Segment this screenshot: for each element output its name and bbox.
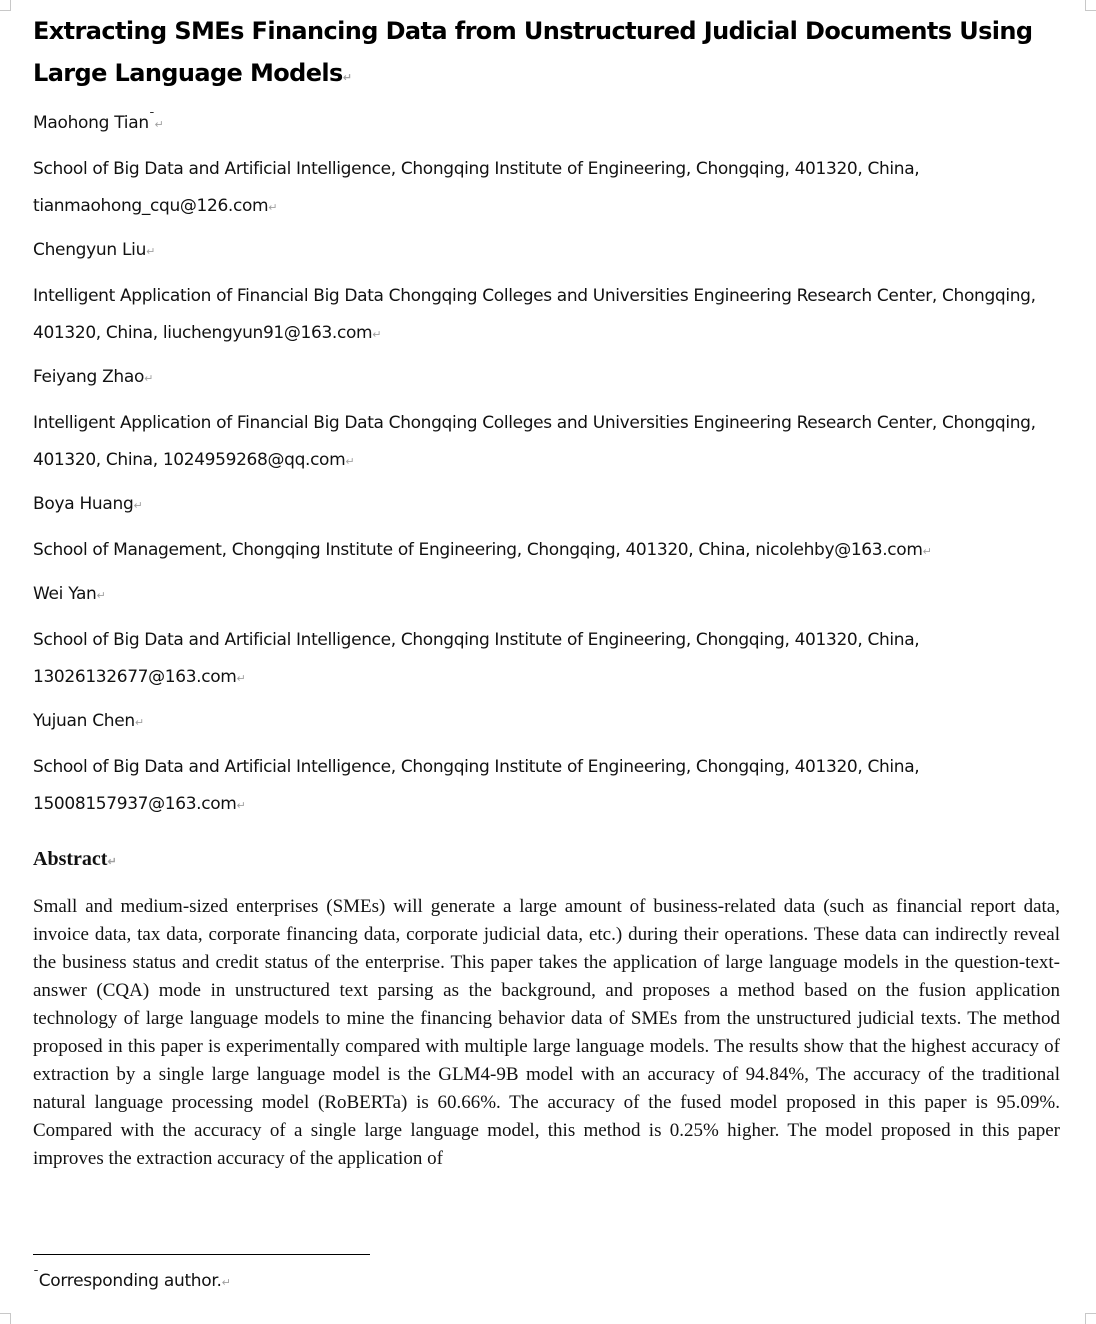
author-name-text: Boya Huang bbox=[33, 494, 134, 514]
author-affiliation bbox=[33, 151, 1060, 226]
author-affiliation bbox=[33, 532, 1060, 570]
page-corner-top-left bbox=[0, 0, 11, 11]
page-corner-top-right bbox=[1085, 0, 1096, 11]
abstract-heading-text: Abstract bbox=[33, 848, 108, 870]
footnote-mark: ¯ bbox=[33, 1268, 39, 1283]
page-corner-bottom-left bbox=[0, 1313, 11, 1324]
author-name bbox=[33, 492, 1060, 518]
paragraph-mark: ↵ bbox=[221, 1276, 231, 1289]
affiliation-text: Intelligent Application of Financial Big Data Chongqing Colleges and Universities Engineering Research Center, Chongqing, 401320, China, 1024959268@qq.com bbox=[33, 413, 1036, 470]
author-name-text: Wei Yan bbox=[33, 584, 97, 604]
abstract-text: Small and medium-sized enterprises (SMEs) will generate a large amount of business-related data (such as financial report data, invoice data, tax data, corporate financing data, corporate judicial data, etc.) during their operations. These data can indirectly reveal the business status and credit status of the enterprise. This paper takes the application of large language models in the question-text-answer (CQA) mode in unstructured text parsing as the background, and proposes a method based on the fusion application technology of large language models to mine the financing behavior data of SMEs from the unstructured judicial texts. The method proposed in this paper is experimentally compared with multiple large language models. The results show that the highest accuracy of extraction by a single large language model is the GLM4-9B model with an accuracy of 94.84%, The accuracy of the traditional natural language processing model (RoBERTa) is 60.66%. The accuracy of the fused model proposed in this paper is 95.09%. Compared with the accuracy of a single large language model, this method is 0.25% higher. The model proposed in this paper improves the extraction accuracy of the application of bbox=[33, 896, 1060, 1169]
footnote-separator bbox=[33, 1254, 370, 1255]
author-name-text: Feiyang Zhao bbox=[33, 367, 145, 387]
author-name bbox=[33, 238, 1060, 264]
paragraph-mark: ↵ bbox=[144, 372, 154, 385]
affiliation-text: School of Big Data and Artificial Intelligence, Chongqing Institute of Engineering, Chongqing, 401320, China, tianmaohong_cqu@126.com bbox=[33, 159, 920, 216]
author-affiliation bbox=[33, 405, 1060, 480]
affiliation-text: School of Big Data and Artificial Intelligence, Chongqing Institute of Engineering, Chongqing, 401320, China, 13026132677@163.com bbox=[33, 630, 920, 687]
paragraph-mark: ↵ bbox=[96, 589, 106, 602]
page-content bbox=[33, 10, 1060, 1173]
author-name bbox=[33, 709, 1060, 735]
paragraph-mark: ↵ bbox=[154, 118, 164, 131]
affiliation-text: School of Big Data and Artificial Intelligence, Chongqing Institute of Engineering, Chongqing, 401320, China, 15008157937@163.com bbox=[33, 757, 920, 814]
author-name bbox=[33, 365, 1060, 391]
paragraph-mark: ↵ bbox=[342, 71, 352, 84]
author-affiliation bbox=[33, 622, 1060, 697]
affiliation-text: School of Management, Chongqing Institute of Engineering, Chongqing, 401320, China, nicolehby@163.com bbox=[33, 540, 923, 560]
author-name-text: Yujuan Chen bbox=[33, 711, 135, 731]
paragraph-mark: ↵ bbox=[236, 672, 246, 685]
paragraph-mark: ↵ bbox=[107, 856, 117, 868]
paragraph-mark: ↵ bbox=[236, 799, 246, 812]
corresponding-author-mark: ¯ bbox=[148, 110, 155, 125]
paragraph-mark: ↵ bbox=[372, 328, 382, 341]
page-corner-bottom-right bbox=[1085, 1313, 1096, 1324]
author-affiliation bbox=[33, 278, 1060, 353]
author-name-text: Maohong Tian bbox=[33, 113, 149, 133]
affiliation-text: Intelligent Application of Financial Big Data Chongqing Colleges and Universities Engineering Research Center, Chongqing, 401320, China, liuchengyun91@163.com bbox=[33, 286, 1036, 343]
author-name bbox=[33, 111, 1060, 137]
footnote-text: Corresponding author. bbox=[38, 1271, 222, 1291]
paragraph-mark: ↵ bbox=[134, 716, 144, 729]
author-name-text: Chengyun Liu bbox=[33, 240, 147, 260]
paragraph-mark: ↵ bbox=[133, 499, 143, 512]
author-name bbox=[33, 582, 1060, 608]
paragraph-mark: ↵ bbox=[922, 545, 932, 558]
footnote bbox=[33, 1269, 231, 1295]
author-affiliation bbox=[33, 749, 1060, 824]
paper-title-text: Extracting SMEs Financing Data from Unstructured Judicial Documents Using Large Language Models bbox=[33, 17, 1033, 87]
paragraph-mark: ↵ bbox=[345, 455, 355, 468]
author-list bbox=[33, 111, 1060, 824]
paper-title bbox=[33, 10, 1060, 99]
paragraph-mark: ↵ bbox=[146, 245, 155, 258]
paragraph-mark: ↵ bbox=[268, 201, 278, 214]
abstract-heading bbox=[33, 846, 1060, 875]
